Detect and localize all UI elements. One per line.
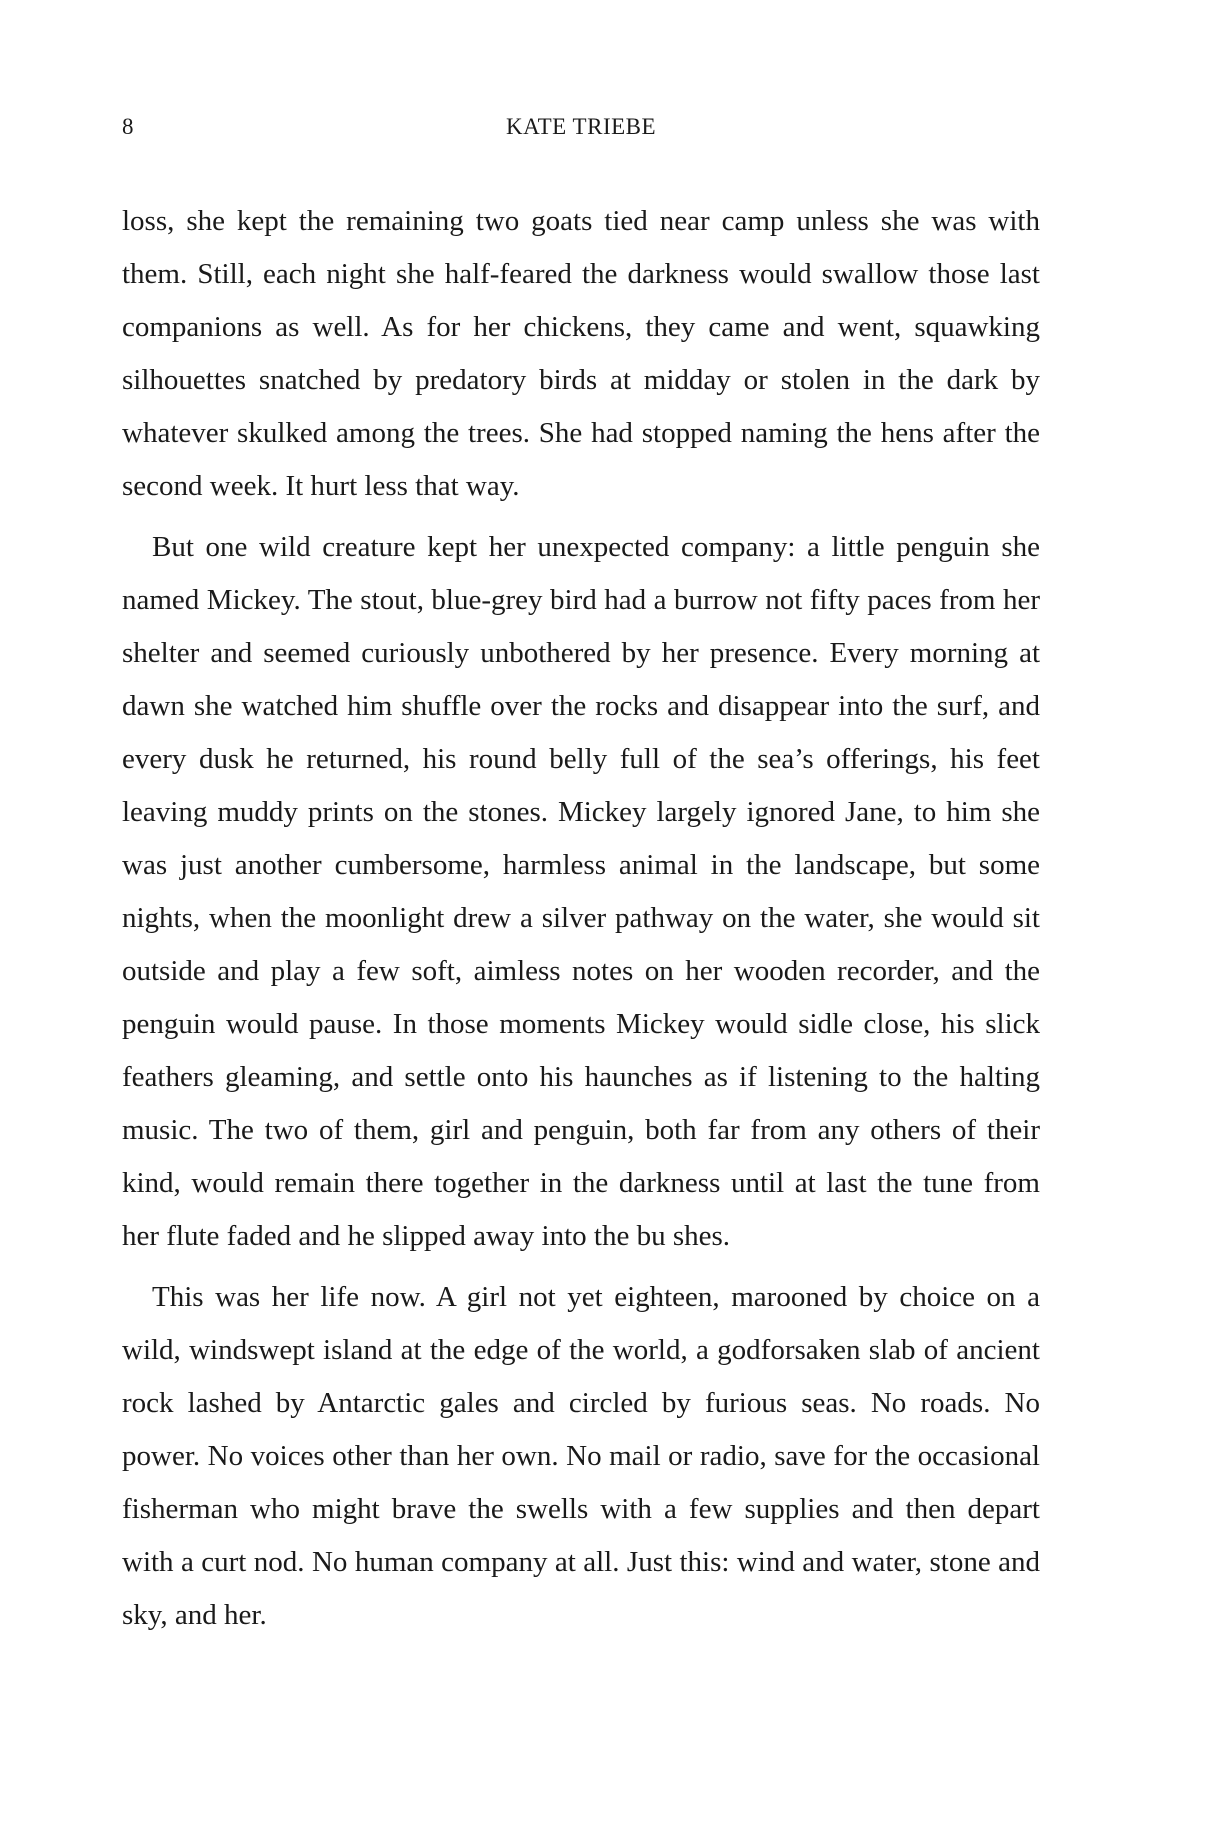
body-text bbox=[122, 195, 1040, 1650]
paragraph-2: But one wild creature kept her unexpected company: a little penguin she named Mickey. The stout, blue-grey bird had a burrow not fifty paces from her shelter and seemed curiously unbothered by her presence. Every morning at dawn she watched him shuffle over the rocks and disappear into the surf, and every dusk he returned, his round belly full of the sea’s offerings, his feet leaving muddy prints on the stones. Mickey largely ignored Jane, to him she was just another cumbersome, harmless animal in the landscape, but some nights, when the moonlight drew a silver pathway on the water, she would sit outside and play a few soft, aimless notes on her wooden recorder, and the penguin would pause. In those moments Mickey would sidle close, his slick feathers gleaming, and settle onto his haunches as if listening to the halting music. The two of them, girl and penguin, both far from any others of their kind, would remain there together in the darkness until at last the tune from her flute faded and he slipped away into the bu shes. bbox=[122, 531, 1040, 1252]
page-header bbox=[122, 112, 1040, 142]
paragraph-1: loss, she kept the remaining two goats tied near camp unless she was with them. Still, each night she half-feared the darkness would swallow those last companions as well. As for her chickens, they came and went, squawking silhouettes snatched by predatory birds at midday or stolen in the dark by whatever skulked among the trees. She had stopped naming the hens after the second week. It hurt less that way. bbox=[122, 205, 1040, 502]
paragraph-3: This was her life now. A girl not yet eighteen, marooned by choice on a wild, windswept island at the edge of the world, a godforsaken slab of ancient rock lashed by Antarctic gales and circled by furious seas. No roads. No power. No voices other than her own. No mail or radio, save for the occasional fisherman who might brave the swells with a few supplies and then depart with a curt nod. No human company at all. Just this: wind and water, stone and sky, and her. bbox=[122, 1281, 1040, 1631]
running-head: KATE TRIEBE bbox=[505, 114, 657, 139]
page-number: 8 bbox=[122, 114, 134, 139]
